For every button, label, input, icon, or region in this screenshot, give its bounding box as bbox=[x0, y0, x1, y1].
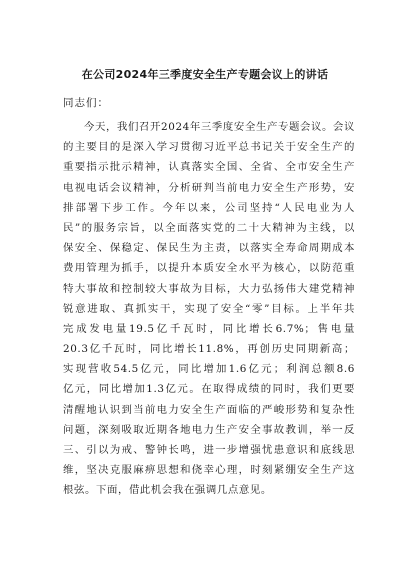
body-line: 费用管理为抓手，以提升本质安全水平为核心，以防范重 bbox=[63, 262, 355, 275]
body-line: 重要指示批示精神，认真落实全国、全省、全市安全生产 bbox=[63, 161, 355, 174]
body-line: 的主要目的是深入学习贯彻习近平总书记关于安全生产的 bbox=[63, 141, 355, 154]
body-line: 锐意进取、真抓实干，实现了安全“零”目标。上半年共 bbox=[63, 302, 355, 315]
body-line: 今天，我们召开2024年三季度安全生产专题会议。会议 bbox=[84, 121, 355, 133]
body-line: 问题，深刻吸取近期各地电力生产安全事故教训，举一反 bbox=[63, 423, 355, 436]
body-line: 排部署下步工作。今年以来，公司坚持“人民电业为人 bbox=[63, 201, 355, 214]
body-line: 完成发电量19.5亿千瓦时，同比增长6.7%；售电量 bbox=[63, 322, 355, 335]
body-line: 民”的服务宗旨，以全面落实党的二十大精神为主线，以 bbox=[63, 221, 355, 234]
body-line: 特大事故和控制较大事故为目标，大力弘扬伟大建党精神 bbox=[63, 282, 355, 295]
body-line: 根弦。下面，借此机会我在强调几点意见。 bbox=[63, 484, 272, 497]
body-line: 清醒地认识到当前电力安全生产面临的严峻形势和复杂性 bbox=[63, 403, 355, 416]
body-line: 电视电话会议精神，分析研判当前电力安全生产形势，安 bbox=[63, 181, 355, 194]
document-title: 在公司2024年三季度安全生产专题会议上的讲话 bbox=[81, 68, 329, 81]
body-line: 三、引以为戒、警钟长鸣，进一步增强忧患意识和底线思 bbox=[63, 444, 355, 456]
body-line: 亿元，同比增加1.3亿元。在取得成绩的同时，我们更要 bbox=[63, 383, 355, 396]
body-line: 保安全、保稳定、保民生为主责，以落实全寿命周期成本 bbox=[63, 242, 355, 255]
salutation: 同志们： bbox=[63, 97, 109, 109]
body-line: 实现营收54.5亿元，同比增加1.6亿元；利润总额8.6 bbox=[63, 363, 355, 376]
speech-body bbox=[63, 117, 355, 501]
body-line: 维，坚决克服麻痹思想和侥幸心理，时刻紧绷安全生产这 bbox=[63, 464, 355, 477]
body-line: 20.3亿千瓦时，同比增长11.8%，再创历史同期新高； bbox=[63, 343, 355, 356]
